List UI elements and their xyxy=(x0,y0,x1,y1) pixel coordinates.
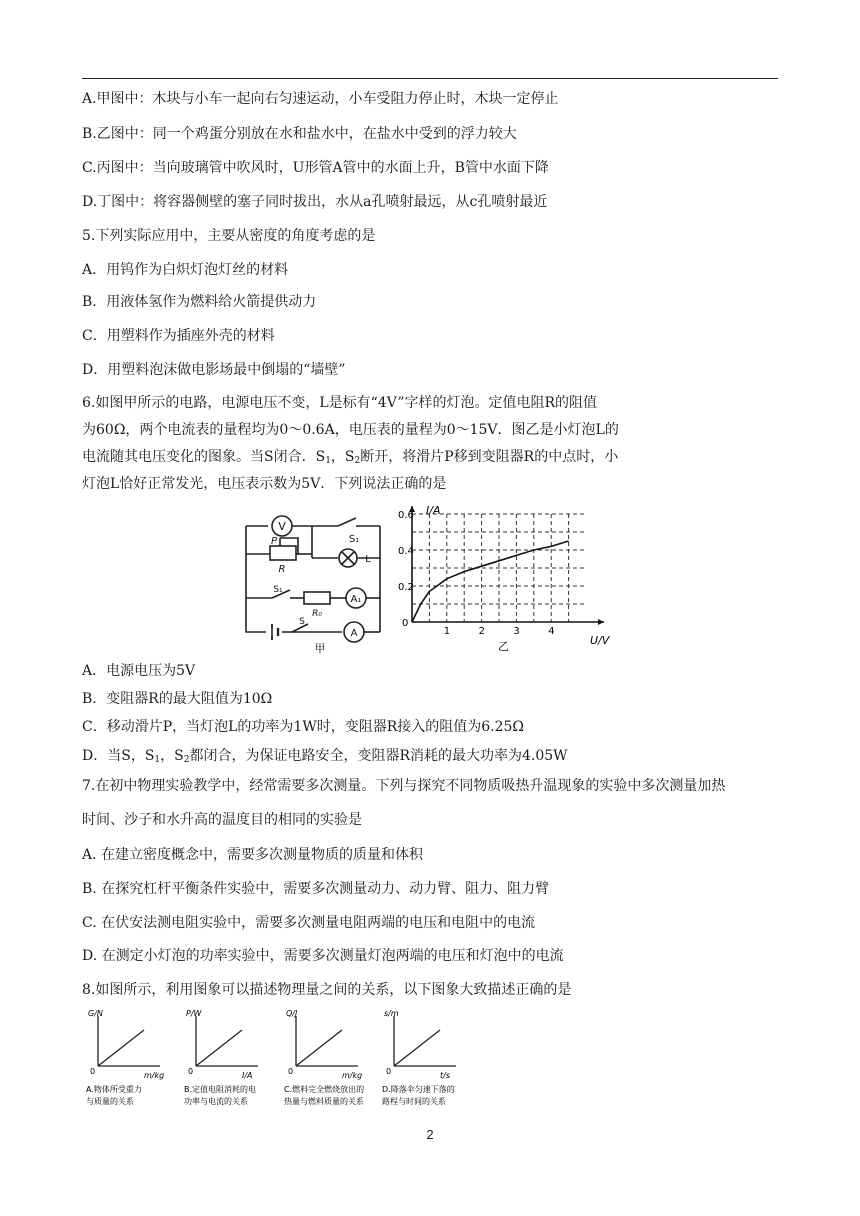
q6-option-d-c: 都闭合，为保证电路安全，变阻器R消耗的最大功率为4.05W xyxy=(189,748,568,764)
iv-x-tick-label: 2 xyxy=(478,626,485,637)
q6-option-d-sub2: 2 xyxy=(183,755,190,765)
page-number: 2 xyxy=(426,1127,434,1142)
q6-option-d-sub1: 1 xyxy=(154,755,161,765)
q8-graph-b xyxy=(184,1009,258,1106)
iv-y-tick-label: 0.6 xyxy=(398,510,414,521)
q8-graph-c xyxy=(284,1009,364,1106)
q8-xlabel: I/A xyxy=(242,1071,253,1080)
q8-graph-a xyxy=(86,1009,164,1106)
q8-origin: 0 xyxy=(386,1067,392,1076)
iv-x-tick-label: 3 xyxy=(513,626,520,637)
q8-ylabel: Q/J xyxy=(286,1009,298,1018)
switch-s1-top xyxy=(338,518,356,526)
iv-x-tick-label: 4 xyxy=(548,626,555,637)
q7-option-c: C. 在伏安法测电阻实验中，需要多次测量电阻两端的电压和电阻中的电流 xyxy=(82,915,536,931)
q6-stem-line2: 为60Ω，两个电流表的量程均为0～0.6A，电压表的量程为0～15V．图乙是小灯泡L的 xyxy=(82,422,619,438)
iv-graph xyxy=(398,502,620,652)
rheostat-symbol xyxy=(270,546,296,560)
iv-grid xyxy=(412,514,586,622)
iv-curve xyxy=(412,541,569,622)
q8-xlabel: m/kg xyxy=(342,1071,363,1080)
iv-axes xyxy=(409,506,604,625)
q5-option-b: B．用液体氢作为燃料给火箭提供动力 xyxy=(82,294,317,310)
iv-ylabel: I/A xyxy=(426,504,441,517)
q6-stem-line4: 灯泡L恰好正常发光，电压表示数为5V．下列说法正确的是 xyxy=(82,476,447,492)
switch-s1-mid-label: S₁ xyxy=(273,585,283,595)
q6-stem-line3-b: ，S xyxy=(330,449,355,465)
q6-option-a: A．电源电压为5V xyxy=(82,663,196,679)
q4-option-d: D.丁图中：将容器侧壁的塞子同时拔出，水从a孔喷射最远，从c孔喷射最近 xyxy=(82,194,548,210)
q8-graphs xyxy=(84,1008,484,1120)
q8-stem: 8.如图所示，利用图象可以描述物理量之间的关系，以下图象大致描述正确的是 xyxy=(82,982,572,998)
iv-tick-labels xyxy=(398,510,555,637)
q8-caption-1: B.定值电阻消耗的电 xyxy=(184,1085,257,1094)
q5-option-c: C．用塑料作为插座外壳的材料 xyxy=(82,328,275,344)
q8-ylabel: G/N xyxy=(88,1009,103,1018)
q7-option-b: B. 在探究杠杆平衡条件实验中，需要多次测量动力、动力臂、阻力、阻力臂 xyxy=(82,881,550,897)
q7-stem-line2: 时间、沙子和水升高的温度目的相同的实验是 xyxy=(82,812,362,828)
iv-caption: 乙 xyxy=(498,640,509,652)
iv-y-tick-label: 0.4 xyxy=(398,546,414,557)
q8-graph-d xyxy=(382,1009,456,1106)
header-rule xyxy=(82,78,778,79)
circuit-caption: 甲 xyxy=(314,642,326,654)
circuit-left-wire xyxy=(246,526,342,632)
q7-option-a: A. 在建立密度概念中，需要多次测量物质的质量和体积 xyxy=(82,847,424,863)
q8-caption-2: 功率与电流的关系 xyxy=(184,1097,248,1106)
q6-stem-sub1: 1 xyxy=(325,456,331,466)
switch-s-label: S xyxy=(299,617,305,627)
q8-series-line xyxy=(296,1030,342,1066)
q8-origin: 0 xyxy=(90,1067,96,1076)
voltmeter-label: V xyxy=(278,520,286,533)
resistor-r0-label: R₀ xyxy=(312,609,322,619)
q5-stem: 5.下列实际应用中，主要从密度的角度考虑的是 xyxy=(82,228,376,244)
q8-series-line xyxy=(196,1030,242,1066)
q8-series-line xyxy=(394,1030,440,1066)
iv-xlabel: U/V xyxy=(590,634,610,647)
q4-option-a: A.甲图中：木块与小车一起向右匀速运动，小车受阻力停止时，木块一定停止 xyxy=(82,91,559,107)
q6-stem-sub2: 2 xyxy=(354,456,361,466)
q6-stem-line3-c: 断开，将滑片P移到变阻器R的中点时，小 xyxy=(360,449,619,465)
lamp-label: L xyxy=(365,554,371,565)
q4-option-c: C.丙图中：当向玻璃管中吹风时，U形管A管中的水面上升，B管中水面下降 xyxy=(82,160,549,176)
ammeter-a1-label: A₁ xyxy=(350,594,362,605)
q8-caption-2: 与质量的关系 xyxy=(86,1097,134,1106)
slider-label: P xyxy=(270,536,278,547)
q8-ylabel: P/W xyxy=(186,1009,202,1018)
q8-xlabel: t/s xyxy=(440,1071,450,1080)
q6-stem-line1: 6.如图甲所示的电路，电源电压不变，L是标有“4V”字样的灯泡。定值电阻R的阻值 xyxy=(82,395,598,411)
q8-caption-1: C.燃料完全燃烧放出的 xyxy=(284,1085,365,1094)
switch-s1-top-label: S₁ xyxy=(348,534,360,545)
circuit-diagram xyxy=(242,508,390,654)
iv-y-tick-label: 0.2 xyxy=(398,582,414,593)
q8-ylabel: s/m xyxy=(384,1009,399,1018)
q8-caption-2: 路程与时间的关系 xyxy=(382,1097,446,1106)
rheostat-label: R xyxy=(278,564,286,575)
q8-caption-1: A.物体所受重力 xyxy=(86,1085,142,1094)
q6-option-d-a: D．当S，S xyxy=(82,748,155,764)
q7-option-d: D. 在测定小灯泡的功率实验中，需要多次测量灯泡两端的电压和灯泡中的电流 xyxy=(82,948,564,964)
q5-option-a: A．用钨作为白炽灯泡灯丝的材料 xyxy=(82,262,289,278)
q8-origin: 0 xyxy=(288,1067,294,1076)
q8-caption-1: D.降落伞匀速下落的 xyxy=(382,1085,455,1094)
q8-origin: 0 xyxy=(188,1067,194,1076)
q6-option-d xyxy=(82,746,568,770)
q6-option-b: B．变阻器R的最大阻值为10Ω xyxy=(82,691,273,707)
q8-caption-2: 热量与燃料质量的关系 xyxy=(284,1097,364,1106)
q7-stem-line1: 7.在初中物理实验教学中，经常需要多次测量。下列与探究不同物质吸热升温现象的实验中多次测量加热 xyxy=(82,778,726,794)
resistor-r0-symbol xyxy=(304,592,330,604)
q5-option-d: D．用塑料泡沫做电影场最中倒塌的“墙壁” xyxy=(82,362,346,378)
ammeter-a-label: A xyxy=(350,628,358,639)
q4-option-b: B.乙图中：同一个鸡蛋分别放在水和盐水中，在盐水中受到的浮力较大 xyxy=(82,126,517,142)
iv-x-tick-label: 1 xyxy=(443,626,451,637)
q6-option-c: C．移动滑片P，当灯泡L的功率为1W时，变阻器R接入的阻值为6.25Ω xyxy=(82,719,525,735)
q6-stem-line3-a: 电流随其电压变化的图象。当S闭合．S xyxy=(82,449,326,465)
iv-origin: 0 xyxy=(402,618,409,629)
q6-option-d-b: ，S xyxy=(160,748,184,764)
iv-x-arrow xyxy=(598,619,604,625)
q8-series-line xyxy=(98,1030,144,1066)
q8-xlabel: m/kg xyxy=(144,1071,165,1080)
q6-stem-line3 xyxy=(82,447,618,471)
